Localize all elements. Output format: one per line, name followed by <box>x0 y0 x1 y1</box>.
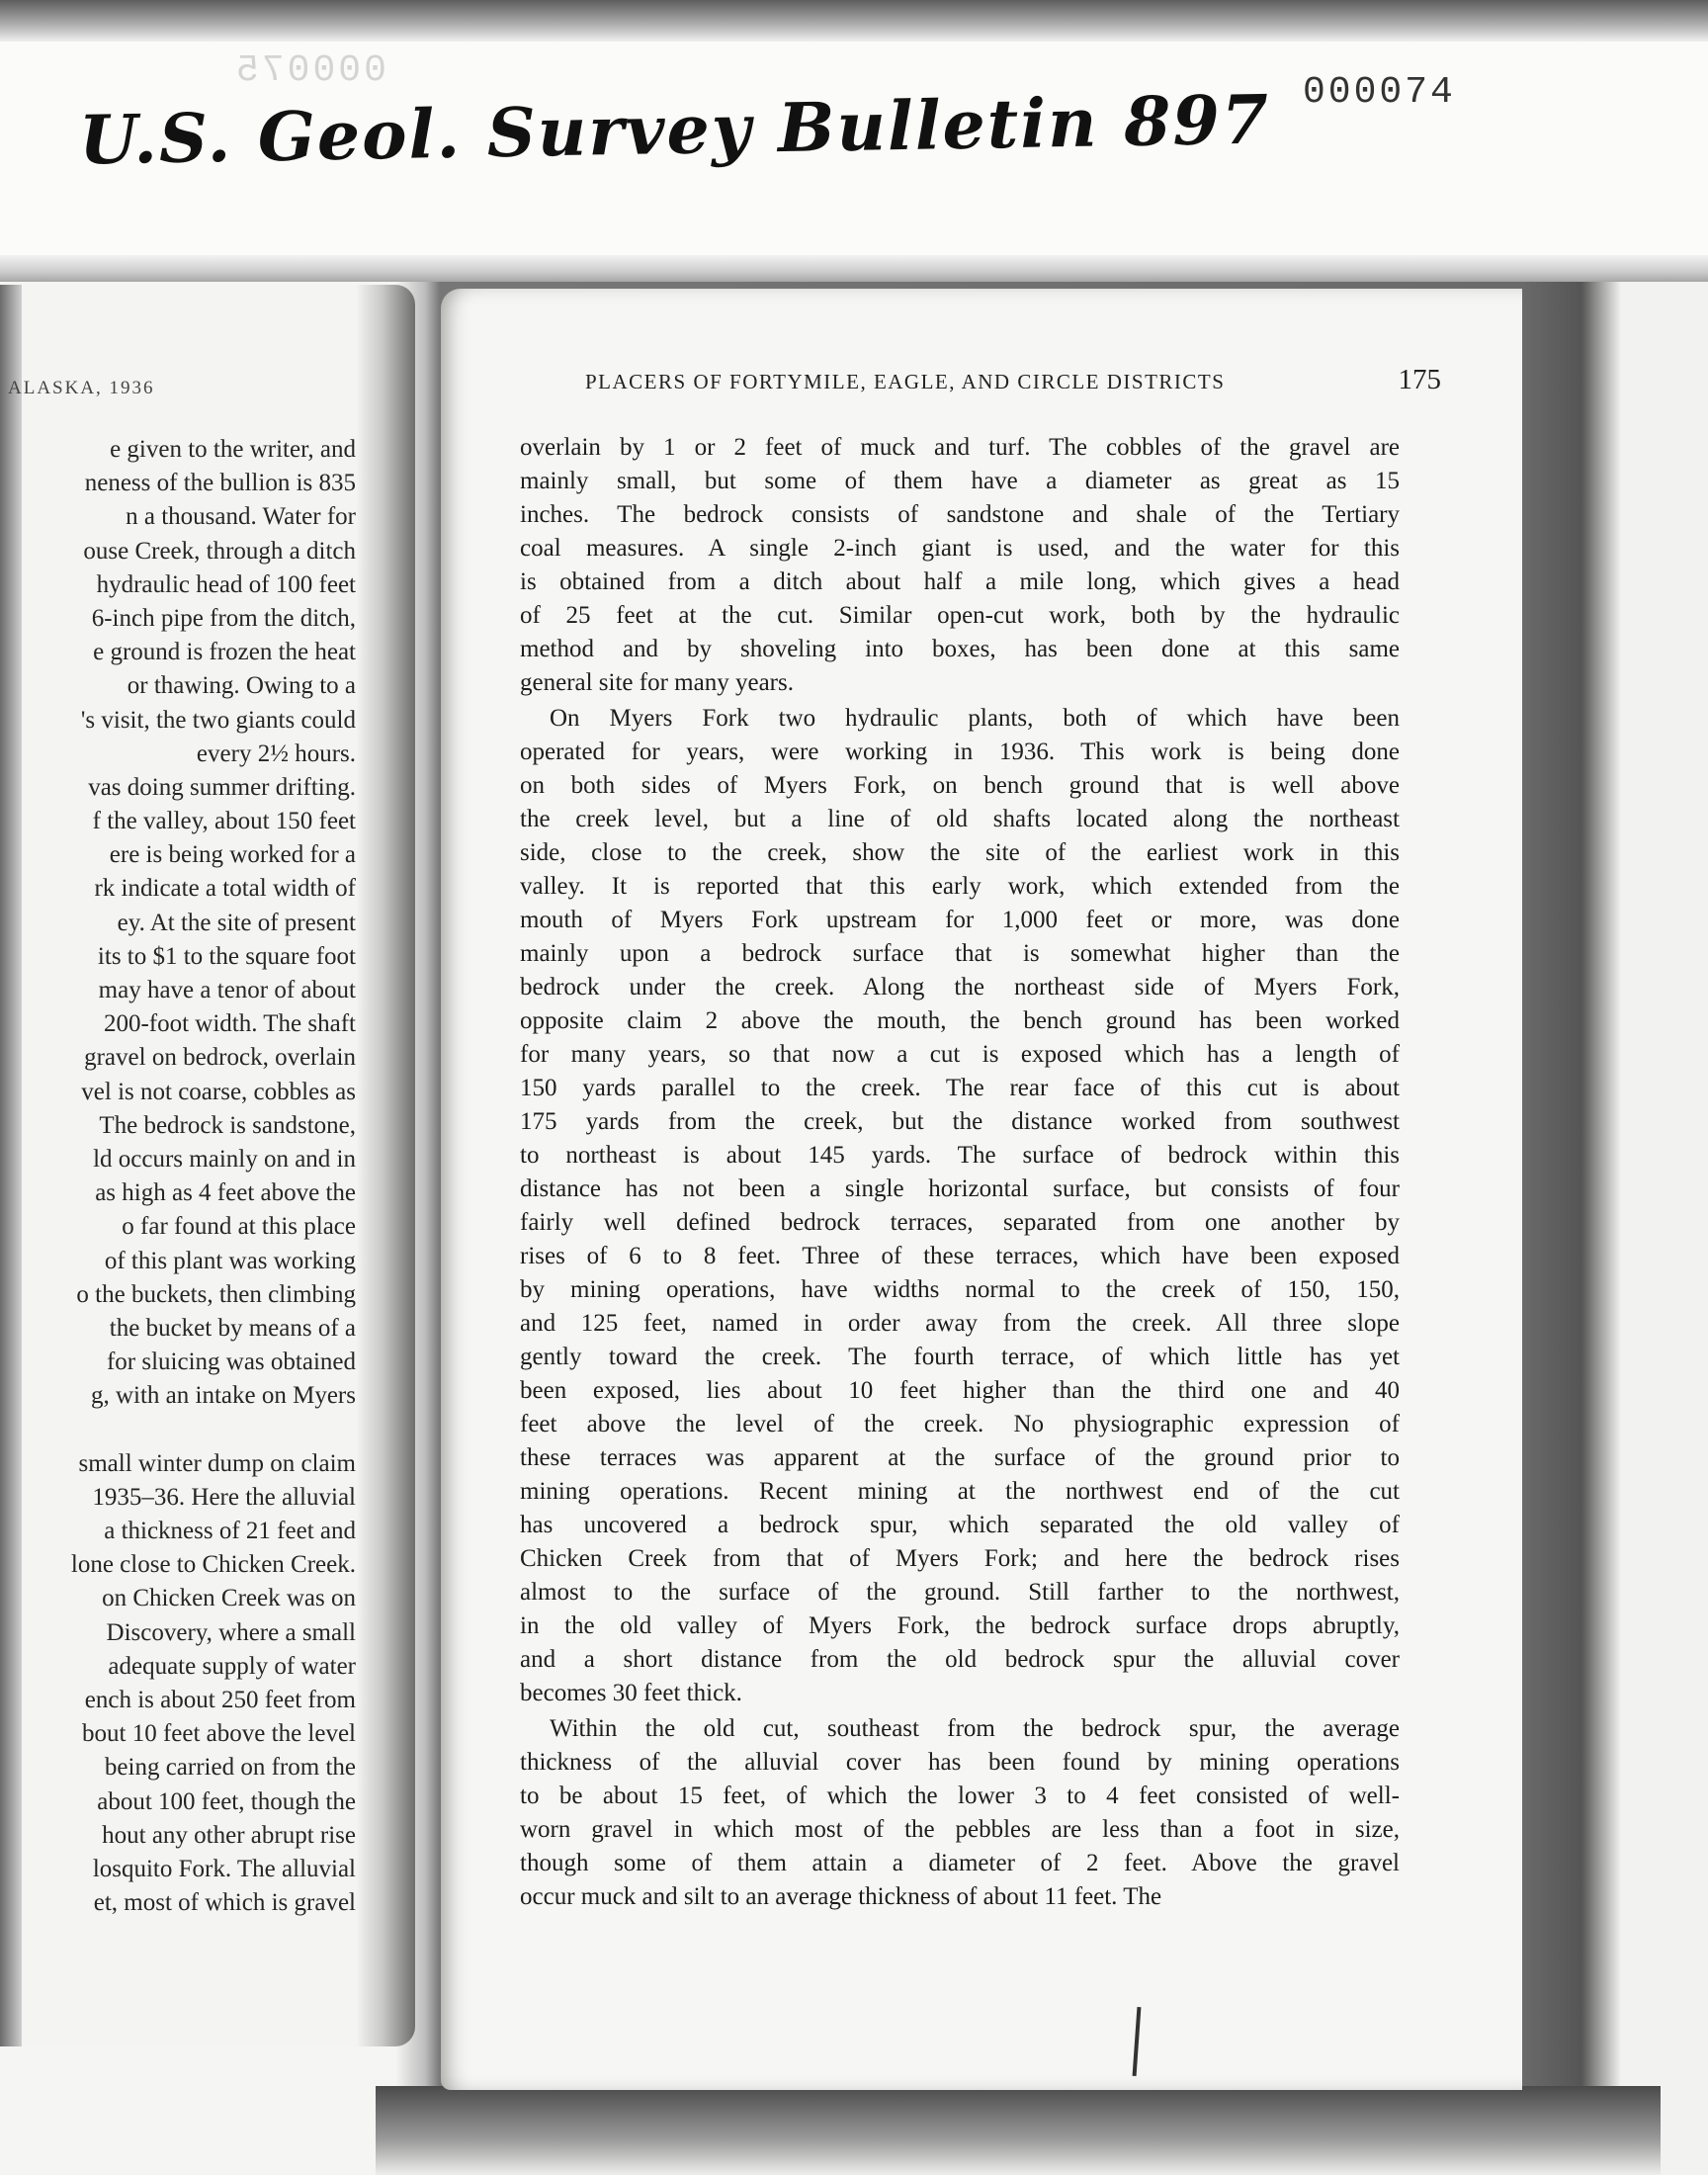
text-line: almost to the surface of the ground. Still farther to the northwest, <box>520 1579 1400 1606</box>
paragraph <box>520 1712 1400 1914</box>
text-line: been exposed, lies about 10 feet higher than the third one and 40 <box>520 1377 1400 1404</box>
left-text-line: hydraulic head of 100 feet <box>96 570 356 598</box>
text-line: opposite claim 2 above the mouth, the bench ground has been worked <box>520 1007 1400 1034</box>
scan-top-strip <box>0 0 1708 282</box>
left-text-line: ey. At the site of present <box>117 909 356 936</box>
scan-top-shadow <box>0 0 1708 42</box>
left-text-line: for sluicing was obtained <box>106 1348 356 1376</box>
left-text-line: ouse Creek, through a ditch <box>83 537 356 565</box>
left-text-line: o far found at this place <box>122 1213 356 1241</box>
left-text-line: et, most of which is gravel <box>93 1889 356 1917</box>
left-text-line: o the buckets, then climbing <box>76 1280 356 1308</box>
text-line: feet above the level of the creek. No physiographic expression of <box>520 1411 1400 1437</box>
scan-strip-edge <box>0 255 1708 285</box>
text-line: side, close to the creek, show the site of the earliest work in this <box>520 839 1400 866</box>
left-text-line: of this plant was working <box>104 1247 356 1274</box>
text-line: becomes 30 feet thick. <box>520 1680 742 1706</box>
text-line: bedrock under the creek. Along the northeast side of Myers Fork, <box>520 974 1400 1000</box>
right-running-header <box>585 364 1441 395</box>
left-text-line: as high as 4 feet above the <box>95 1179 356 1207</box>
right-page-text <box>520 431 1400 1914</box>
left-text-line: 200-foot width. The shaft <box>103 1010 356 1038</box>
left-text-line: may have a tenor of about <box>98 977 356 1003</box>
left-text-line: e given to the writer, and <box>110 436 356 463</box>
left-text-line: the bucket by means of a <box>109 1314 356 1342</box>
right-page <box>441 289 1522 2090</box>
stamp-number: 000074 <box>1303 71 1456 114</box>
left-text-line: e ground is frozen the heat <box>93 639 356 666</box>
text-line: worn gravel in which most of the pebbles are less than a foot in size, <box>520 1816 1400 1843</box>
left-text-line: adequate supply of water <box>108 1652 356 1680</box>
text-line: 150 yards parallel to the creek. The rear face of this cut is about <box>520 1075 1400 1101</box>
text-line: by mining operations, have widths normal to the creek of 150, 150, <box>520 1276 1400 1303</box>
left-text-line: on Chicken Creek was on <box>102 1585 356 1612</box>
text-line: valley. It is reported that this early work, which extended from the <box>520 873 1400 900</box>
text-line: Chicken Creek from that of Myers Fork; and here the bedrock rises <box>520 1545 1400 1572</box>
text-line: thickness of the alluvial cover has been found by mining operations <box>520 1749 1400 1776</box>
text-line: fairly well defined bedrock terraces, separated from one another by <box>520 1209 1400 1236</box>
left-text-line: Discovery, where a small <box>106 1618 356 1646</box>
text-line: On Myers Fork two hydraulic plants, both of which have been <box>550 705 1400 732</box>
text-line: occur muck and silt to an average thickness of about 11 feet. The <box>520 1883 1162 1910</box>
text-line: inches. The bedrock consists of sandstone and shale of the Tertiary <box>520 501 1400 528</box>
text-line: mainly upon a bedrock surface that is somewhat higher than the <box>520 940 1400 967</box>
left-text-line: 's visit, the two giants could <box>80 706 356 734</box>
left-page <box>0 285 415 2046</box>
text-line: operated for years, were working in 1936. This work is being done <box>520 739 1400 765</box>
left-text-line: The bedrock is sandstone, <box>99 1111 356 1139</box>
text-line: 175 yards from the creek, but the distance worked from southwest <box>520 1108 1400 1135</box>
left-text-line: 6-inch pipe from the ditch, <box>91 604 356 632</box>
text-line: and a short distance from the old bedrock spur the alluvial cover <box>520 1646 1400 1673</box>
left-text-line: vel is not coarse, cobbles as <box>81 1078 356 1105</box>
left-text-line <box>0 1413 356 1446</box>
text-line: on both sides of Myers Fork, on bench ground that is well above <box>520 772 1400 799</box>
handwritten-title: U.S. Geol. Survey Bulletin 897 <box>78 80 1271 181</box>
text-line: has uncovered a bedrock spur, which separated the old valley of <box>520 1512 1400 1538</box>
text-line: in the old valley of Myers Fork, the bedrock surface drops abruptly, <box>520 1612 1400 1639</box>
text-line: the creek level, but a line of old shafts located along the northeast <box>520 806 1400 832</box>
left-text-line: ench is about 250 feet from <box>84 1686 356 1713</box>
text-line: general site for many years. <box>520 669 794 696</box>
left-text-line: about 100 feet, though the <box>97 1787 356 1815</box>
left-page-text <box>0 433 356 1920</box>
text-line: for many years, so that now a cut is exposed which has a length of <box>520 1041 1400 1068</box>
paragraph <box>520 431 1400 700</box>
left-text-line: vas doing summer drifting. <box>88 773 356 801</box>
left-text-line: ld occurs mainly on and in <box>93 1145 356 1173</box>
text-line: is obtained from a ditch about half a mile long, which gives a head <box>520 568 1400 595</box>
text-line: these terraces was apparent at the surface of the ground prior to <box>520 1444 1400 1471</box>
text-line: to be about 15 feet, of which the lower 3 to 4 feet consisted of well- <box>520 1783 1400 1809</box>
text-line: and 125 feet, named in order away from the creek. All three slope <box>520 1310 1400 1337</box>
text-line: to northeast is about 145 yards. The surface of bedrock within this <box>520 1142 1400 1169</box>
left-running-header: ALASKA, 1936 <box>8 378 155 398</box>
left-text-line: gravel on bedrock, overlain <box>84 1044 356 1072</box>
left-text-line: ere is being worked for a <box>109 841 356 869</box>
text-line: mainly small, but some of them have a diameter as great as 15 <box>520 468 1400 494</box>
running-header-title: PLACERS OF FORTYMILE, EAGLE, AND CIRCLE DISTRICTS <box>585 370 1226 393</box>
left-text-line: f the valley, about 150 feet <box>92 808 356 835</box>
left-text-line: bout 10 feet above the level <box>82 1720 356 1748</box>
left-text-line: a thickness of 21 feet and <box>104 1518 356 1544</box>
left-text-line: n a thousand. Water for <box>126 503 356 531</box>
text-line: distance has not been a single horizontal surface, but consists of four <box>520 1175 1400 1202</box>
page-number: 175 <box>1398 364 1441 395</box>
left-text-line: rk indicate a total width of <box>94 875 356 903</box>
left-text-line: every 2½ hours. <box>196 740 356 767</box>
text-line: though some of them attain a diameter of 2 feet. Above the gravel <box>520 1850 1400 1876</box>
left-text-line: small winter dump on claim <box>78 1449 356 1477</box>
left-text-line: or thawing. Owing to a <box>127 672 356 700</box>
left-text-line: hout any other abrupt rise <box>102 1821 356 1849</box>
text-line: method and by shoveling into boxes, has been done at this same <box>520 636 1400 662</box>
left-text-line: 1935–36. Here the alluvial <box>92 1483 356 1511</box>
book-bottom-shadow <box>376 2086 1661 2175</box>
ghost-stamp-number: 000075 <box>233 49 386 92</box>
text-line: Within the old cut, southeast from the bedrock spur, the average <box>550 1715 1400 1742</box>
left-text-line: losquito Fork. The alluvial <box>92 1855 356 1882</box>
text-line: overlain by 1 or 2 feet of muck and turf. The cobbles of the gravel are <box>520 434 1400 461</box>
text-line: mouth of Myers Fork upstream for 1,000 feet or more, was done <box>520 907 1400 933</box>
left-text-line: its to $1 to the square foot <box>97 942 356 970</box>
paragraph <box>520 702 1400 1710</box>
left-text-line: neness of the bullion is 835 <box>84 470 356 497</box>
left-text-line: g, with an intake on Myers <box>90 1382 356 1410</box>
left-text-line: being carried on from the <box>104 1754 356 1782</box>
left-text-line: lone close to Chicken Creek. <box>70 1551 356 1579</box>
text-line: of 25 feet at the cut. Similar open-cut work, both by the hydraulic <box>520 602 1400 629</box>
text-line: coal measures. A single 2-inch giant is used, and the water for this <box>520 535 1400 562</box>
text-line: rises of 6 to 8 feet. Three of these terraces, which have been exposed <box>520 1243 1400 1269</box>
left-page-gutter <box>356 285 415 2046</box>
text-line: gently toward the creek. The fourth terrace, of which little has yet <box>520 1344 1400 1370</box>
text-line: mining operations. Recent mining at the northwest end of the cut <box>520 1478 1400 1505</box>
